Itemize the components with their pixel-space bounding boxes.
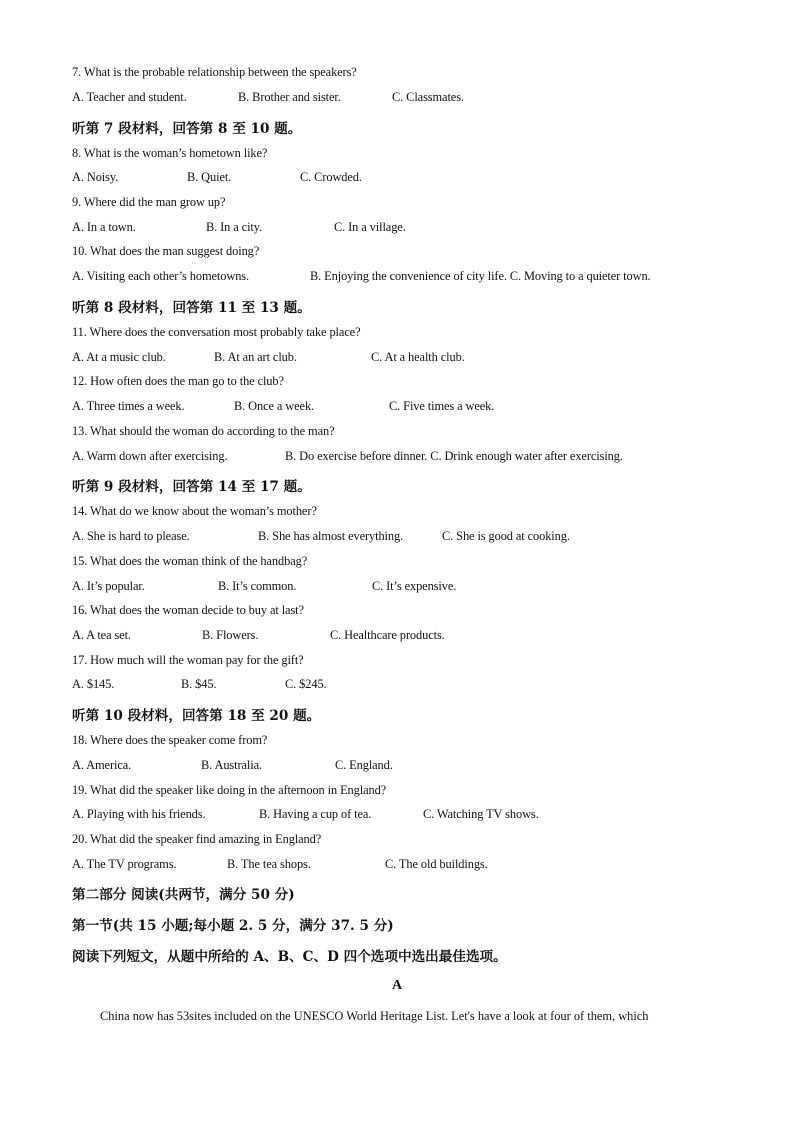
option-c: C. The old buildings. [385, 857, 488, 871]
q14: 14. What do we know about the woman’s mother? [72, 504, 317, 518]
q15: 15. What does the woman think of the handbag? [72, 554, 308, 568]
q14-options [72, 529, 570, 544]
option-c: C. At a health club. [371, 350, 465, 364]
option-a: A. In a town. [72, 220, 136, 234]
option-b: B. Australia. [201, 758, 262, 772]
q7 [72, 65, 357, 80]
option-c: C. In a village. [334, 220, 406, 234]
option-a: A. At a music club. [72, 350, 166, 364]
option-b: B. The tea shops. [227, 857, 311, 871]
q12: 12. How often does the man go to the club? [72, 374, 284, 388]
option-c: C. It’s expensive. [372, 579, 457, 593]
option-c: C. Crowded. [300, 170, 362, 184]
option-a: A. Noisy. [72, 170, 119, 184]
option-a: A. Warm down after exercising. [72, 449, 228, 463]
passage-label: A [391, 978, 403, 993]
q19: 19. What did the speaker like doing in the afternoon in England? [72, 783, 387, 797]
reading-instructions: 阅读下列短文，从题中所给的 A、B、C、D 四个选项中选出最佳选项。 [72, 949, 507, 965]
q7-options [72, 90, 464, 105]
q16: 16. What does the woman decide to buy at last? [72, 603, 304, 617]
option-a: A. America. [72, 758, 132, 772]
q11: 11. Where does the conversation most probably take place? [72, 325, 361, 339]
option-c: C. She is good at cooking. [442, 529, 570, 543]
section-one-heading: 第一节(共 15 小题;每小题 2. 5 分，满分 37. 5 分) [72, 918, 394, 934]
part-two-heading: 第二部分 阅读(共两节，满分 50 分) [72, 887, 295, 903]
option-b: B. $45. [181, 677, 217, 691]
option-c: C. $245. [285, 677, 327, 691]
q11-options [72, 350, 465, 365]
option-a: A. It’s popular. [72, 579, 145, 593]
option-b: B. Flowers. [202, 628, 259, 642]
option-bc: B. Do exercise before dinner. C. Drink enough water after exercising. [285, 449, 623, 463]
option-a: A. She is hard to please. [72, 529, 190, 543]
q8: 8. What is the woman’s hometown like? [72, 146, 268, 160]
option-b: B. In a city. [206, 220, 263, 234]
section-heading: 听第 10 段材料，回答第 18 至 20 题。 [72, 708, 321, 724]
option-b: B. Quiet. [187, 170, 232, 184]
q10: 10. What does the man suggest doing? [72, 244, 260, 258]
q16-options [72, 628, 445, 643]
q9: 9. Where did the man grow up? [72, 195, 226, 209]
q13: 13. What should the woman do according to the man? [72, 424, 335, 438]
q17: 17. How much will the woman pay for the gift? [72, 653, 304, 667]
option-a: A. Playing with his friends. [72, 807, 206, 821]
q18: 18. Where does the speaker come from? [72, 733, 268, 747]
q8-options [72, 170, 362, 185]
option-c: C. Five times a week. [389, 399, 495, 413]
q20-options [72, 857, 488, 872]
q12-options [72, 399, 494, 414]
option-a: A. Visiting each other’s hometowns. [72, 269, 250, 283]
option-c: C. Classmates. [392, 90, 464, 104]
q19-options [72, 807, 539, 822]
q20: 20. What did the speaker find amazing in England? [72, 832, 322, 846]
option-b: B. Once a week. [234, 399, 315, 413]
option-b: B. Brother and sister. [238, 90, 341, 104]
option-c: C. Watching TV shows. [423, 807, 539, 821]
option-a: A. Three times a week. [72, 399, 185, 413]
option-c: C. England. [335, 758, 393, 772]
option-a: A. $145. [72, 677, 115, 691]
question-text: 7. What is the probable relationship between the speakers? [72, 65, 357, 79]
option-b: B. It’s common. [218, 579, 297, 593]
option-b: B. Having a cup of tea. [259, 807, 372, 821]
q17-options [72, 677, 327, 692]
q10-options [72, 269, 651, 284]
option-b: B. She has almost everything. [258, 529, 404, 543]
option-b: B. At an art club. [214, 350, 297, 364]
section-heading: 听第 9 段材料，回答第 14 至 17 题。 [72, 479, 311, 495]
option-a: A. Teacher and student. [72, 90, 187, 104]
option-bc: B. Enjoying the convenience of city life. C. Moving to a quieter town. [310, 269, 651, 283]
section-heading: 听第 7 段材料，回答第 8 至 10 题。 [72, 121, 302, 137]
q15-options [72, 579, 456, 594]
passage-text: China now has 53sites included on the UNESCO World Heritage List. Let's have a look at four of them, which [100, 1009, 649, 1023]
section-heading: 听第 8 段材料，回答第 11 至 13 题。 [72, 300, 311, 316]
q18-options [72, 758, 393, 773]
option-a: A. The TV programs. [72, 857, 177, 871]
option-c: C. Healthcare products. [330, 628, 445, 642]
option-a: A. A tea set. [72, 628, 131, 642]
q13-options [72, 449, 623, 464]
q9-options [72, 220, 406, 235]
